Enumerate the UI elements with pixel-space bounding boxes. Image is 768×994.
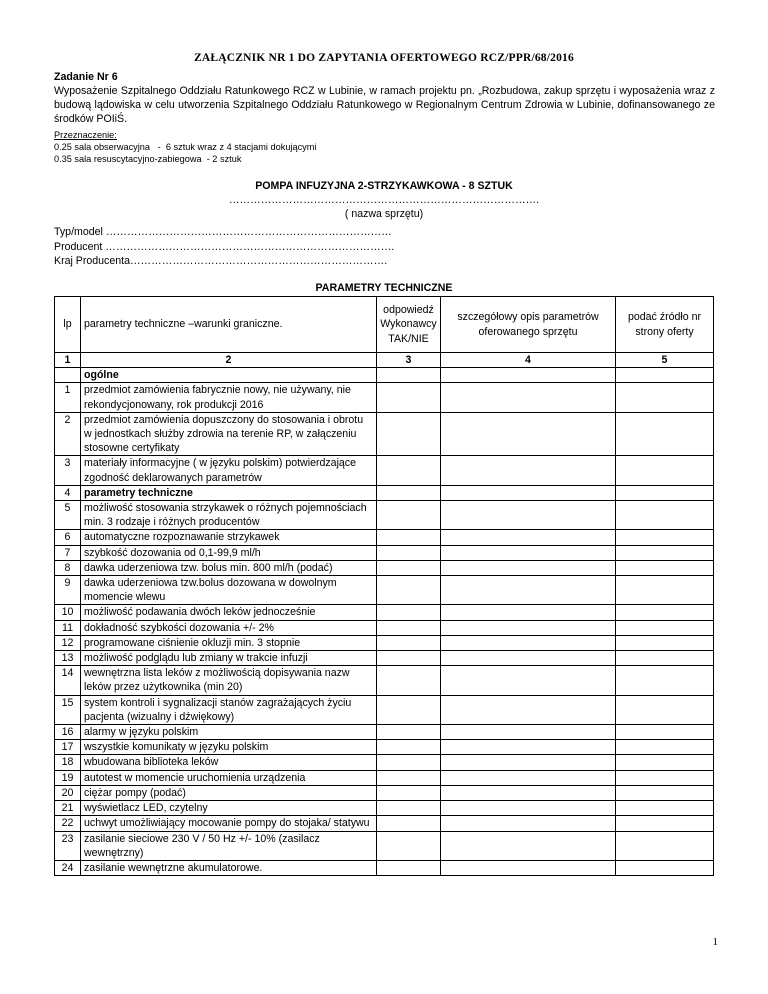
row-description-cell[interactable]: [441, 695, 616, 724]
attachment-title: ZAŁĄCZNIK NR 1 DO ZAPYTANIA OFERTOWEGO RCZ/PPR/68/2016: [194, 52, 574, 64]
row-source-cell[interactable]: [616, 755, 714, 770]
row-lp: 21: [55, 801, 81, 816]
row-source-cell[interactable]: [616, 412, 714, 456]
task-title: Zadanie Nr 6: [54, 71, 118, 83]
row-answer-cell[interactable]: [377, 831, 441, 860]
row-lp: 15: [55, 695, 81, 724]
row-description-cell[interactable]: [441, 383, 616, 412]
row-source-cell[interactable]: [616, 801, 714, 816]
task-block: [54, 70, 715, 165]
row-description-cell[interactable]: [441, 770, 616, 785]
task-description: Wyposażenie Szpitalnego Oddziału Ratunkowego RCZ w Lubinie, w ramach projektu pn. „Rozbudowa, zakup sprzętu i wyposażenia wraz z budową lądowiska w celu utworzenia Szpitalnego Oddziału Ratunkowego w Regionalnym Centrum Zdrowia w Lubinie, dofinansowanego ze środków POIiŚ.: [54, 85, 715, 125]
row-answer-cell[interactable]: [377, 501, 441, 530]
table-row: [55, 620, 714, 635]
row-parameter: wszystkie komunikaty w języku polskim: [81, 740, 377, 755]
row-source-cell[interactable]: [616, 770, 714, 785]
row-parameter: ogólne: [81, 368, 377, 383]
table-row: [55, 666, 714, 695]
row-description-cell[interactable]: [441, 860, 616, 875]
row-answer-cell[interactable]: [377, 770, 441, 785]
row-source-cell[interactable]: [616, 695, 714, 724]
device-name-caption: ( nazwa sprzętu): [344, 208, 424, 220]
row-source-cell[interactable]: [616, 860, 714, 875]
header-source: podać źródło nr strony oferty: [616, 297, 714, 353]
row-description-cell[interactable]: [441, 755, 616, 770]
table-row: [55, 412, 714, 456]
row-parameter: alarmy w języku polskim: [81, 725, 377, 740]
row-lp: 13: [55, 651, 81, 666]
table-row: [55, 605, 714, 620]
header-params: parametry techniczne –warunki graniczne.: [81, 297, 377, 353]
table-row: [55, 801, 714, 816]
purpose-line: 0.25 sala obserwacyjna - 6 sztuk wraz z 4 stacjami dokującymi: [54, 142, 317, 152]
row-answer-cell[interactable]: [377, 412, 441, 456]
row-parameter: programowane ciśnienie okluzji min. 3 stopnie: [81, 635, 377, 650]
row-answer-cell[interactable]: [377, 383, 441, 412]
table-row: [55, 831, 714, 860]
row-lp: 22: [55, 816, 81, 831]
row-source-cell[interactable]: [616, 831, 714, 860]
row-lp: 6: [55, 530, 81, 545]
row-source-cell[interactable]: [616, 545, 714, 560]
row-parameter: parametry techniczne: [81, 485, 377, 500]
row-parameter: automatyczne rozpoznawanie strzykawek: [81, 530, 377, 545]
row-source-cell[interactable]: [616, 725, 714, 740]
row-lp: 9: [55, 576, 81, 605]
row-lp: 24: [55, 860, 81, 875]
row-description-cell[interactable]: [441, 620, 616, 635]
row-parameter: wyświetlacz LED, czytelny: [81, 801, 377, 816]
row-answer-cell[interactable]: [377, 620, 441, 635]
row-answer-cell[interactable]: [377, 456, 441, 485]
table-row: [55, 560, 714, 575]
row-answer-cell[interactable]: [377, 666, 441, 695]
header-lp: lp: [55, 297, 81, 353]
table-row: [55, 755, 714, 770]
row-source-cell[interactable]: [616, 501, 714, 530]
row-source-cell[interactable]: [616, 576, 714, 605]
row-description-cell[interactable]: [441, 605, 616, 620]
row-parameter: dawka uderzeniowa tzw.bolus dozowana w dowolnym momencie wlewu: [81, 576, 377, 605]
row-description-cell[interactable]: [441, 501, 616, 530]
header-description: szczegółowy opis parametrów oferowanego sprzętu: [441, 297, 616, 353]
row-source-cell[interactable]: [616, 785, 714, 800]
row-description-cell[interactable]: [441, 785, 616, 800]
row-lp: 16: [55, 725, 81, 740]
table-header-row: [55, 297, 714, 353]
row-parameter: dawka uderzeniowa tzw. bolus min. 800 ml/h (podać): [81, 560, 377, 575]
row-lp: 3: [55, 456, 81, 485]
row-parameter: możliwość podglądu lub zmiany w trakcie infuzji: [81, 651, 377, 666]
row-lp: 11: [55, 620, 81, 635]
table-row: [55, 816, 714, 831]
row-source-cell[interactable]: [616, 530, 714, 545]
row-lp: 23: [55, 831, 81, 860]
row-answer-cell[interactable]: [377, 801, 441, 816]
row-source-cell[interactable]: [616, 740, 714, 755]
table-row: [55, 368, 714, 383]
row-lp: 14: [55, 666, 81, 695]
row-lp: [55, 368, 81, 383]
table-row: [55, 576, 714, 605]
row-source-cell[interactable]: [616, 560, 714, 575]
row-lp: 17: [55, 740, 81, 755]
purpose-line: 0.35 sala resuscytacyjno-zabiegowa - 2 sztuk: [54, 154, 242, 164]
row-answer-cell[interactable]: [377, 725, 441, 740]
table-row: [55, 485, 714, 500]
row-description-cell[interactable]: [441, 560, 616, 575]
row-description-cell[interactable]: [441, 485, 616, 500]
row-answer-cell[interactable]: [377, 755, 441, 770]
header-answer: odpowiedź Wykonawcy TAK/NIE: [377, 297, 441, 353]
row-parameter: autotest w momencie uruchomienia urządzenia: [81, 770, 377, 785]
row-parameter: możliwość stosowania strzykawek o różnych pojemnościach min. 3 rodzaje i różnych producentów: [81, 501, 377, 530]
row-parameter: system kontroli i sygnalizacji stanów zagrażających życiu pacjenta (wizualny i dźwiękowy): [81, 695, 377, 724]
row-parameter: szybkość dozowania od 0,1-99,9 ml/h: [81, 545, 377, 560]
table-row: [55, 635, 714, 650]
row-lp: 7: [55, 545, 81, 560]
row-source-cell[interactable]: [616, 485, 714, 500]
table-row: [55, 860, 714, 875]
row-source-cell[interactable]: [616, 651, 714, 666]
row-description-cell[interactable]: [441, 801, 616, 816]
table-row: [55, 725, 714, 740]
row-parameter: przedmiot zamówienia fabrycznie nowy, nie używany, nie rekondycjonowany, rok produkcji 2016: [81, 383, 377, 412]
row-description-cell[interactable]: [441, 816, 616, 831]
row-lp: 4: [55, 485, 81, 500]
row-description-cell[interactable]: [441, 740, 616, 755]
row-answer-cell[interactable]: [377, 545, 441, 560]
row-description-cell[interactable]: [441, 651, 616, 666]
row-parameter: wewnętrzna lista leków z możliwością dopisywania nazw leków przez użytkownika (min 20): [81, 666, 377, 695]
row-source-cell[interactable]: [616, 605, 714, 620]
row-source-cell[interactable]: [616, 666, 714, 695]
table-row: [55, 501, 714, 530]
table-row: [55, 383, 714, 412]
table-row: [55, 456, 714, 485]
row-parameter: materiały informacyjne ( w języku polskim) potwierdzające zgodność deklarowanych parametrów: [81, 456, 377, 485]
row-parameter: uchwyt umożliwiający mocowanie pompy do stojaka/ statywu: [81, 816, 377, 831]
type-model-field: Typ/model ………………………………………………………………………: [54, 226, 392, 238]
row-description-cell[interactable]: [441, 831, 616, 860]
row-description-cell[interactable]: [441, 545, 616, 560]
row-source-cell[interactable]: [616, 456, 714, 485]
row-answer-cell[interactable]: [377, 816, 441, 831]
row-lp: 5: [55, 501, 81, 530]
row-source-cell[interactable]: [616, 620, 714, 635]
row-source-cell[interactable]: [616, 368, 714, 383]
device-title: POMPA INFUZYJNA 2-STRZYKAWKOWA - 8 SZTUK: [255, 180, 513, 192]
row-source-cell[interactable]: [616, 816, 714, 831]
producer-field: Producent ……………………………………………………………………….: [54, 240, 395, 253]
row-answer-cell[interactable]: [377, 860, 441, 875]
row-description-cell[interactable]: [441, 368, 616, 383]
column-number: 3: [377, 353, 441, 368]
row-answer-cell[interactable]: [377, 740, 441, 755]
row-lp: 2: [55, 412, 81, 456]
table-row: [55, 785, 714, 800]
row-answer-cell[interactable]: [377, 635, 441, 650]
row-lp: 20: [55, 785, 81, 800]
table-row: [55, 740, 714, 755]
row-answer-cell[interactable]: [377, 785, 441, 800]
column-number: 5: [616, 353, 714, 368]
row-description-cell[interactable]: [441, 666, 616, 695]
params-title: PARAMETRY TECHNICZNE: [315, 282, 453, 294]
row-lp: 18: [55, 755, 81, 770]
row-description-cell[interactable]: [441, 725, 616, 740]
spec-table-body: [55, 368, 714, 876]
column-number-row: [55, 353, 714, 368]
row-lp: 12: [55, 635, 81, 650]
row-source-cell[interactable]: [616, 635, 714, 650]
row-lp: 8: [55, 560, 81, 575]
device-name-blank: …………………………………………………………………………….: [228, 194, 540, 206]
row-parameter: możliwość podawania dwóch leków jednocześnie: [81, 605, 377, 620]
row-parameter: przedmiot zamówienia dopuszczony do stosowania i obrotu w jednostkach służby zdrowia na terenie RP, w załączeniu stosowne certyfikaty: [81, 412, 377, 456]
row-answer-cell[interactable]: [377, 485, 441, 500]
column-number: 1: [55, 353, 81, 368]
row-description-cell[interactable]: [441, 530, 616, 545]
row-lp: 1: [55, 383, 81, 412]
row-answer-cell[interactable]: [377, 651, 441, 666]
column-number: 4: [441, 353, 616, 368]
row-parameter: ciężar pompy (podać): [81, 785, 377, 800]
row-lp: 19: [55, 770, 81, 785]
row-source-cell[interactable]: [616, 383, 714, 412]
country-field: Kraj Producenta……………………………………………………………….: [54, 255, 388, 267]
table-row: [55, 530, 714, 545]
row-parameter: zasilanie sieciowe 230 V / 50 Hz +/- 10% (zasilacz wewnętrzny): [81, 831, 377, 860]
row-answer-cell[interactable]: [377, 605, 441, 620]
table-row: [55, 695, 714, 724]
table-row: [55, 770, 714, 785]
purpose-label: Przeznaczenie:: [54, 130, 117, 140]
row-answer-cell[interactable]: [377, 576, 441, 605]
row-description-cell[interactable]: [441, 412, 616, 456]
row-lp: 10: [55, 605, 81, 620]
row-answer-cell[interactable]: [377, 695, 441, 724]
row-parameter: wbudowana biblioteka leków: [81, 755, 377, 770]
row-parameter: zasilanie wewnętrzne akumulatorowe.: [81, 860, 377, 875]
row-answer-cell[interactable]: [377, 368, 441, 383]
spec-table: [54, 296, 714, 876]
row-description-cell[interactable]: [441, 456, 616, 485]
device-fields: [54, 225, 394, 269]
row-answer-cell[interactable]: [377, 530, 441, 545]
row-description-cell[interactable]: [441, 635, 616, 650]
column-number: 2: [81, 353, 377, 368]
row-answer-cell[interactable]: [377, 560, 441, 575]
row-parameter: dokładność szybkości dozowania +/- 2%: [81, 620, 377, 635]
table-row: [55, 651, 714, 666]
page-number: 1: [712, 936, 718, 948]
table-row: [55, 545, 714, 560]
row-description-cell[interactable]: [441, 576, 616, 605]
